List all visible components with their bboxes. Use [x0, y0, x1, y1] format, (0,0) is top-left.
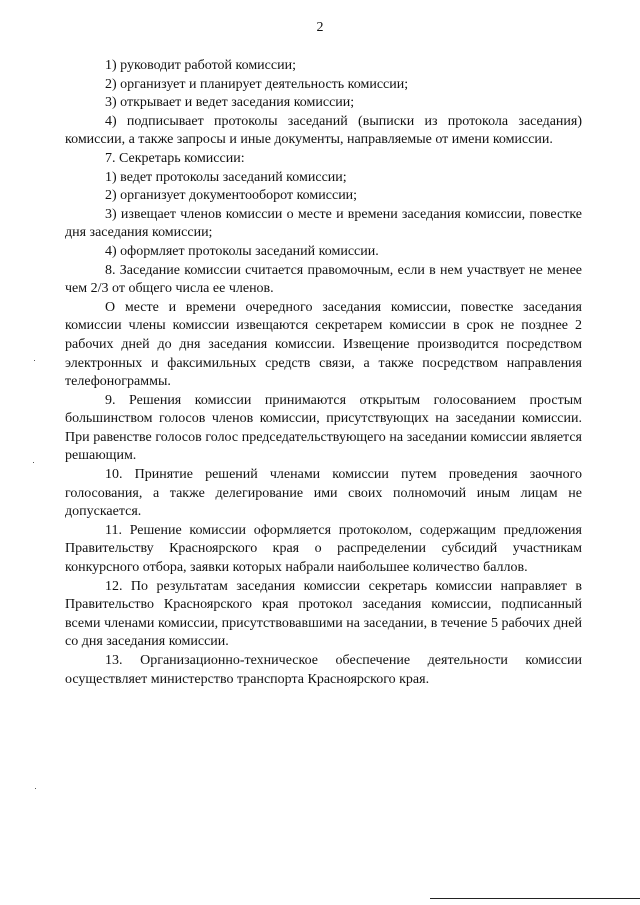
paragraph-section-10: 10. Принятие решений членами комиссии путем проведения заочного голосования, а также делегирование ими своих полномочий иным лицам не допускается.: [65, 467, 582, 520]
scan-speck: [35, 788, 36, 789]
paragraph-secretary-duty-4: 4) оформляет протоколы заседаний комиссии.: [105, 243, 379, 259]
paragraph-section-8: 8. Заседание комиссии считается правомочным, если в нем участвует не менее чем 2/3 от общего числа ее членов.: [65, 262, 582, 297]
page-number: 2: [316, 20, 324, 35]
scan-speck: [34, 360, 35, 361]
paragraph-section-11: 11. Решение комиссии оформляется протоколом, содержащим предложения Правительству Красноярского края о распределении субсидий участникам конкурсного отбора, заявки которых набрали наибольшее количество баллов.: [65, 522, 582, 576]
page-bottom-edge: [430, 898, 640, 899]
paragraph-meeting-notice: О месте и времени очередного заседания комиссии, повестке заседания комиссии члены комиссии извещаются секретарем комиссии в срок не позднее 2 рабочих дней до дня заседания комиссии. Извещение производится посредством электронных и факсимильных средств связи, а также посредством направления телефонограммы.: [65, 299, 582, 390]
paragraph-chair-duty-3: 3) открывает и ведет заседания комиссии;: [105, 95, 355, 111]
paragraph-secretary-duty-3: 3) извещает членов комиссии о месте и времени заседания комиссии, повестке дня заседания комиссии;: [65, 206, 582, 241]
paragraph-section-7-heading: 7. Секретарь комиссии:: [105, 150, 245, 166]
paragraph-chair-duty-2: 2) организует и планирует деятельность комиссии;: [105, 76, 409, 92]
paragraph-section-13: 13. Организационно-техническое обеспечение деятельности комиссии осуществляет министерство транспорта Красноярского края.: [65, 653, 582, 687]
paragraph-section-9: 9. Решения комиссии принимаются открытым голосованием простым большинством голосов членов комиссии, присутствующих на заседании комиссии. При равенстве голосов голос председательствующего на заседании комиссии является решающим.: [65, 392, 582, 464]
paragraph-secretary-duty-2: 2) организует документооборот комиссии;: [105, 188, 358, 204]
paragraph-secretary-duty-1: 1) ведет протоколы заседаний комиссии;: [105, 169, 347, 185]
paragraph-section-12: 12. По результатам заседания комиссии секретарь комиссии направляет в Правительство Красноярского края протокол заседания комиссии, подписанный всеми членами комиссии, присутствовавшими на заседании, в течение 5 рабочих дней со дня заседания комиссии.: [65, 578, 582, 650]
document-body: [65, 57, 582, 689]
scan-speck: [33, 462, 34, 463]
paragraph-chair-duty-4: 4) подписывает протоколы заседаний (выписки из протокола заседания) комиссии, а также запросы и иные документы, направляемые от имени комиссии.: [65, 113, 582, 148]
paragraph-chair-duty-1: 1) руководит работой комиссии;: [105, 58, 296, 73]
